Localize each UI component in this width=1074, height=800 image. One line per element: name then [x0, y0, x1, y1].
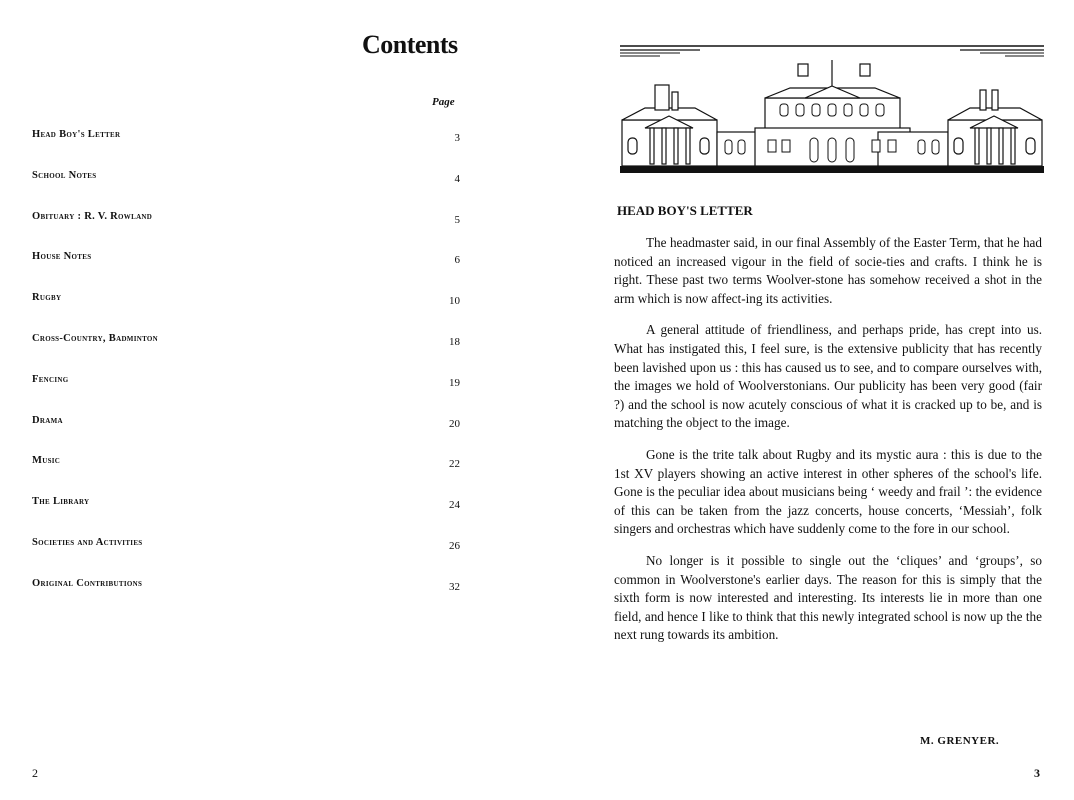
page-number-left: 2	[32, 766, 38, 780]
toc-entry-page: 22	[449, 458, 460, 471]
toc-entry-page: 19	[449, 376, 460, 389]
toc-entry-title: Societies and Activities	[32, 537, 143, 548]
ground-band	[620, 166, 1044, 173]
toc-entry-title: Fencing	[32, 373, 69, 385]
toc-entry[interactable]	[32, 129, 462, 145]
article-heading: HEAD BOY'S LETTER	[617, 203, 753, 218]
toc-entry-title: Cross-Country, Badminton	[32, 333, 159, 344]
toc-entry-title: House Notes	[32, 251, 92, 263]
school-building-illustration	[620, 40, 1044, 178]
toc-entry-title: Drama	[32, 414, 63, 426]
toc-entry-page: 5	[454, 213, 460, 226]
paragraph: No longer is it possible to single out the ‘cliques’ and ‘groups’, so common in Woolverstone's earlier days. The reason for this is simply that the sixth form is now interested and interesting. Its interests lie in more than one field, and hence I like to think that this newly integrated school is now up the the next rung towards its ambition.	[614, 552, 1042, 643]
toc-entry[interactable]	[32, 251, 462, 267]
toc-entry[interactable]	[32, 292, 462, 308]
toc-entry-page: 24	[449, 499, 460, 512]
page-column-label: Page	[432, 96, 455, 108]
toc-entry[interactable]	[32, 496, 462, 512]
toc-entry-title: School Notes	[32, 169, 97, 181]
toc-entry[interactable]	[32, 211, 462, 227]
paragraph: A general attitude of friendliness, and perhaps pride, has crept into us. What has instigated this, I feel sure, is the extensive publicity that has recently been lavished upon us : this has caused us to see, and to compare ourselves with, the images we hold of Woolverstonians. Our publicity has been very good (fair ?) and the school is now acutely conscious of what it is cracked up to be, and is matching the object to the image.	[614, 322, 1042, 431]
paragraph: The headmaster said, in our final Assembly of the Easter Term, that he had noticed an increased vigour in the field of socie-ties and crafts. I think he is right. These past two terms Woolver-stone has somehow received a shot in the arm which is now affect-ing its activities.	[614, 235, 1042, 306]
toc-entry[interactable]	[32, 333, 462, 349]
toc-entry[interactable]	[32, 415, 462, 431]
article-body	[614, 234, 1042, 658]
toc-entry-page: 32	[449, 580, 460, 593]
toc-entry-page: 20	[449, 417, 460, 430]
paragraph: Gone is the trite talk about Rugby and its mystic aura : this is due to the 1st XV players showing an active interest in other spheres of the school's life. Gone is the peculiar idea about musicians being ‘ weedy and frail ’: the evidence of this can be taken from the jazz concerts, house concerts, ‘Messiah’, folk singers and orchestras which have suddenly come to the fore in our school.	[614, 446, 1042, 537]
toc-entry[interactable]	[32, 170, 462, 186]
toc-entry[interactable]	[32, 578, 462, 594]
toc-entry[interactable]	[32, 374, 462, 390]
toc-entry-page: 4	[454, 172, 460, 185]
toc-entry-page: 6	[454, 254, 460, 267]
toc-entry-title: Head Boy's Letter	[32, 129, 121, 140]
toc-entry-page: 18	[449, 336, 460, 348]
toc-entry-title: Rugby	[32, 292, 62, 304]
toc-entry-page: 26	[449, 540, 460, 552]
toc-entry-title: Obituary : R. V. Rowland	[32, 210, 153, 222]
toc-entry-title: Music	[32, 455, 61, 467]
toc-entry-title: Original Contributions	[32, 577, 143, 589]
sky-lines	[620, 46, 1044, 56]
signature: M. GRENYER.	[920, 735, 1000, 747]
toc-entry-page: 10	[449, 295, 460, 308]
toc-entry-page: 3	[454, 132, 460, 144]
toc-entry[interactable]	[32, 455, 462, 471]
page-number-right: 3	[1034, 766, 1040, 780]
toc-entry[interactable]	[32, 537, 462, 553]
contents-title: Contents	[362, 30, 458, 59]
toc-entry-title: The Library	[32, 496, 90, 508]
